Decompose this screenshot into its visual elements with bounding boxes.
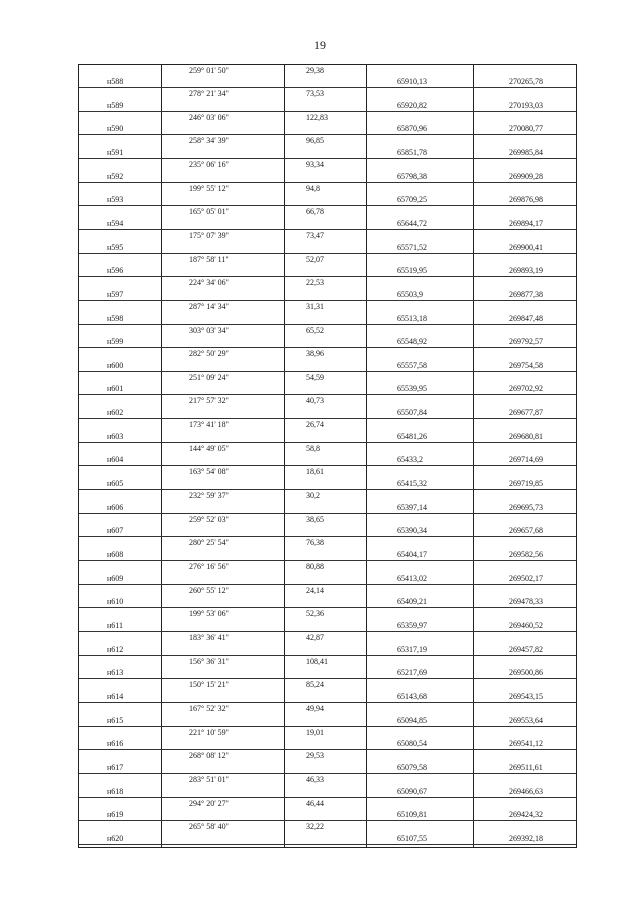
y-coordinate: 269847,48 xyxy=(509,313,543,323)
direction-angle: 175° 07' 39" xyxy=(189,230,229,240)
direction-angle: 173° 41' 18" xyxy=(189,420,229,430)
segment-distance: 66,78 xyxy=(306,207,324,217)
segment-distance: 65,52 xyxy=(306,325,324,335)
y-coordinate: 269876,98 xyxy=(509,195,543,205)
row-divider xyxy=(79,773,576,774)
point-label: н610 xyxy=(107,597,124,607)
x-coordinate: 65397,14 xyxy=(397,502,427,512)
y-coordinate: 269553,64 xyxy=(509,715,543,725)
segment-distance: 19,01 xyxy=(306,727,324,737)
direction-angle: 199° 55' 12" xyxy=(189,183,229,193)
x-coordinate: 65079,58 xyxy=(397,762,427,772)
segment-distance: 122,83 xyxy=(306,112,328,122)
x-coordinate: 65359,97 xyxy=(397,620,427,630)
segment-distance: 30,2 xyxy=(306,491,320,501)
row-divider xyxy=(79,347,576,348)
point-label: н595 xyxy=(107,242,124,252)
point-label: н606 xyxy=(107,502,124,512)
row-divider xyxy=(79,584,576,585)
x-coordinate: 65404,17 xyxy=(397,550,427,559)
point-label: н597 xyxy=(107,289,124,299)
point-label: н613 xyxy=(107,668,124,678)
direction-angle: 303° 03' 34" xyxy=(189,325,229,335)
direction-angle: 232° 59' 37" xyxy=(189,491,229,501)
row-divider xyxy=(79,371,576,372)
row-divider xyxy=(79,607,576,608)
point-label: н591 xyxy=(107,147,124,157)
segment-distance: 93,34 xyxy=(306,159,324,169)
row-divider xyxy=(79,513,576,514)
row-divider xyxy=(79,300,576,301)
segment-distance: 80,88 xyxy=(306,562,324,571)
direction-angle: 251° 09' 24" xyxy=(189,372,229,382)
segment-distance: 31,31 xyxy=(306,301,324,311)
point-label: н605 xyxy=(107,479,124,489)
x-coordinate: 65143,68 xyxy=(397,691,427,701)
row-divider xyxy=(79,134,576,135)
y-coordinate: 270193,03 xyxy=(509,100,543,110)
segment-distance: 46,44 xyxy=(306,798,324,808)
segment-distance: 32,22 xyxy=(306,822,324,832)
point-label: н612 xyxy=(107,644,124,654)
y-coordinate: 270080,77 xyxy=(509,124,543,134)
x-coordinate: 65413,02 xyxy=(397,573,427,583)
x-coordinate: 65433,2 xyxy=(397,455,423,465)
x-coordinate: 65513,18 xyxy=(397,313,427,323)
row-divider xyxy=(79,87,576,88)
y-coordinate: 269894,17 xyxy=(509,218,543,228)
x-coordinate: 65415,32 xyxy=(397,479,427,489)
segment-distance: 96,85 xyxy=(306,136,324,146)
segment-distance: 54,59 xyxy=(306,372,324,382)
y-coordinate: 269657,68 xyxy=(509,526,543,536)
row-divider xyxy=(79,844,576,845)
row-divider xyxy=(79,797,576,798)
row-divider xyxy=(79,536,576,537)
segment-distance: 76,38 xyxy=(306,538,324,548)
row-divider xyxy=(79,678,576,679)
direction-angle: 276° 16' 56" xyxy=(189,562,229,571)
row-divider xyxy=(79,253,576,254)
segment-distance: 26,74 xyxy=(306,420,324,430)
x-coordinate: 65548,92 xyxy=(397,337,427,347)
direction-angle: 221° 10' 59" xyxy=(189,727,229,737)
segment-distance: 52,07 xyxy=(306,254,324,264)
point-label: н618 xyxy=(107,786,124,796)
point-label: н604 xyxy=(107,455,124,465)
segment-distance: 38,65 xyxy=(306,514,324,524)
x-coordinate: 65090,67 xyxy=(397,786,427,796)
y-coordinate: 269695,73 xyxy=(509,502,543,512)
row-divider xyxy=(79,229,576,230)
point-label: н594 xyxy=(107,218,124,228)
x-coordinate: 65644,72 xyxy=(397,218,427,228)
direction-angle: 199° 53' 06" xyxy=(189,609,229,619)
point-label: н611 xyxy=(107,620,123,630)
direction-angle: 268° 08' 12" xyxy=(189,751,229,761)
row-divider xyxy=(79,324,576,325)
direction-angle: 259° 52' 03" xyxy=(189,514,229,524)
point-label: н589 xyxy=(107,100,124,110)
segment-distance: 73,53 xyxy=(306,89,324,98)
row-divider xyxy=(79,111,576,112)
point-label: н608 xyxy=(107,550,124,559)
segment-distance: 18,61 xyxy=(306,467,324,477)
direction-angle: 165° 05' 01" xyxy=(189,207,229,217)
row-divider xyxy=(79,418,576,419)
y-coordinate: 269541,12 xyxy=(509,739,543,749)
y-coordinate: 269466,63 xyxy=(509,786,543,796)
y-coordinate: 269714,69 xyxy=(509,455,543,465)
segment-distance: 85,24 xyxy=(306,680,324,690)
coordinates-table xyxy=(78,64,577,848)
y-coordinate: 269543,15 xyxy=(509,691,543,701)
direction-angle: 260° 55' 12" xyxy=(189,585,229,595)
y-coordinate: 269719,85 xyxy=(509,479,543,489)
x-coordinate: 65107,55 xyxy=(397,833,427,843)
x-coordinate: 65870,96 xyxy=(397,124,427,134)
x-coordinate: 65409,21 xyxy=(397,597,427,607)
y-coordinate: 269460,52 xyxy=(509,620,543,630)
x-coordinate: 65851,78 xyxy=(397,147,427,157)
row-divider xyxy=(79,489,576,490)
row-divider xyxy=(79,702,576,703)
direction-angle: 187° 58' 11" xyxy=(189,254,229,264)
x-coordinate: 65557,58 xyxy=(397,360,427,370)
row-divider xyxy=(79,465,576,466)
x-coordinate: 65539,95 xyxy=(397,384,427,394)
y-coordinate: 269754,58 xyxy=(509,360,543,370)
y-coordinate: 269424,32 xyxy=(509,810,543,820)
segment-distance: 22,53 xyxy=(306,278,324,288)
x-coordinate: 65519,95 xyxy=(397,266,427,276)
y-coordinate: 269909,28 xyxy=(509,171,543,181)
first-segment-distance: 29,38 xyxy=(306,66,324,75)
segment-distance: 46,33 xyxy=(306,774,324,784)
x-coordinate: 65080,54 xyxy=(397,739,427,749)
direction-angle: 167° 52' 32" xyxy=(189,703,229,713)
point-label: н593 xyxy=(107,195,124,205)
direction-angle: 282° 50' 29" xyxy=(189,349,229,359)
direction-angle: 217° 57' 32" xyxy=(189,396,229,406)
y-coordinate: 269500,86 xyxy=(509,668,543,678)
direction-angle: 278° 21' 34" xyxy=(189,89,229,98)
point-label: н616 xyxy=(107,739,124,749)
direction-angle: 258° 34' 39" xyxy=(189,136,229,146)
x-coordinate: 65507,84 xyxy=(397,408,427,418)
point-label: н607 xyxy=(107,526,124,536)
row-divider xyxy=(79,394,576,395)
segment-distance: 94,8 xyxy=(306,183,320,193)
direction-angle: 287° 14' 34" xyxy=(189,301,229,311)
segment-distance: 49,94 xyxy=(306,703,324,713)
point-label: н596 xyxy=(107,266,124,276)
x-coordinate: 65910,13 xyxy=(397,77,427,86)
y-coordinate: 269985,84 xyxy=(509,147,543,157)
point-label: н588 xyxy=(107,77,124,86)
y-coordinate: 269478,33 xyxy=(509,597,543,607)
x-coordinate: 65217,69 xyxy=(397,668,427,678)
point-label: н615 xyxy=(107,715,124,725)
x-coordinate: 65317,19 xyxy=(397,644,427,654)
row-divider xyxy=(79,560,576,561)
direction-angle: 280° 25' 54" xyxy=(189,538,229,548)
segment-distance: 29,53 xyxy=(306,751,324,761)
segment-distance: 24,14 xyxy=(306,585,324,595)
direction-angle: 183° 36' 41" xyxy=(189,632,229,642)
row-divider xyxy=(79,820,576,821)
first-segment-angle: 259° 01' 50" xyxy=(189,66,229,75)
row-divider xyxy=(79,205,576,206)
y-coordinate: 269792,57 xyxy=(509,337,543,347)
direction-angle: 235° 06' 16" xyxy=(189,159,229,169)
row-divider xyxy=(79,631,576,632)
point-label: н592 xyxy=(107,171,124,181)
x-coordinate: 65094,85 xyxy=(397,715,427,725)
row-divider xyxy=(79,276,576,277)
segment-distance: 40,73 xyxy=(306,396,324,406)
point-label: н620 xyxy=(107,833,124,843)
direction-angle: 294° 20' 27" xyxy=(189,798,229,808)
x-coordinate: 65571,52 xyxy=(397,242,427,252)
direction-angle: 246° 03' 06" xyxy=(189,112,229,122)
direction-angle: 224° 34' 06" xyxy=(189,278,229,288)
point-label: н600 xyxy=(107,360,124,370)
point-label: н599 xyxy=(107,337,124,347)
y-coordinate: 269392,18 xyxy=(509,833,543,843)
x-coordinate: 65503,9 xyxy=(397,289,423,299)
y-coordinate: 269502,17 xyxy=(509,573,543,583)
x-coordinate: 65390,34 xyxy=(397,526,427,536)
segment-distance: 108,41 xyxy=(306,656,328,666)
y-coordinate: 269877,38 xyxy=(509,289,543,299)
row-divider xyxy=(79,158,576,159)
row-divider xyxy=(79,182,576,183)
direction-angle: 283° 51' 01" xyxy=(189,774,229,784)
row-divider xyxy=(79,655,576,656)
row-divider xyxy=(79,726,576,727)
y-coordinate: 270265,78 xyxy=(509,77,543,86)
segment-distance: 52,36 xyxy=(306,609,324,619)
y-coordinate: 269702,92 xyxy=(509,384,543,394)
direction-angle: 163° 54' 08" xyxy=(189,467,229,477)
point-label: н614 xyxy=(107,691,124,701)
x-coordinate: 65109,81 xyxy=(397,810,427,820)
direction-angle: 144° 49' 05" xyxy=(189,443,229,453)
point-label: н601 xyxy=(107,384,124,394)
point-label: н598 xyxy=(107,313,124,323)
point-label: н590 xyxy=(107,124,124,134)
row-divider xyxy=(79,442,576,443)
y-coordinate: 269511,61 xyxy=(509,762,543,772)
point-label: н609 xyxy=(107,573,124,583)
x-coordinate: 65709,25 xyxy=(397,195,427,205)
x-coordinate: 65798,38 xyxy=(397,171,427,181)
segment-distance: 38,96 xyxy=(306,349,324,359)
direction-angle: 265° 58' 40" xyxy=(189,822,229,832)
segment-distance: 42,87 xyxy=(306,632,324,642)
direction-angle: 156° 36' 31" xyxy=(189,656,229,666)
page-number: 19 xyxy=(314,38,326,52)
y-coordinate: 269457,82 xyxy=(509,644,543,654)
point-label: н603 xyxy=(107,431,124,441)
direction-angle: 150° 15' 21" xyxy=(189,680,229,690)
point-label: н602 xyxy=(107,408,124,418)
y-coordinate: 269900,41 xyxy=(509,242,543,252)
y-coordinate: 269582,56 xyxy=(509,550,543,559)
x-coordinate: 65481,26 xyxy=(397,431,427,441)
point-label: н617 xyxy=(107,762,124,772)
y-coordinate: 269680,81 xyxy=(509,431,543,441)
segment-distance: 73,47 xyxy=(306,230,324,240)
point-label: н619 xyxy=(107,810,124,820)
segment-distance: 58,8 xyxy=(306,443,320,453)
y-coordinate: 269677,87 xyxy=(509,408,543,418)
x-coordinate: 65920,82 xyxy=(397,100,427,110)
y-coordinate: 269893,19 xyxy=(509,266,543,276)
row-divider xyxy=(79,749,576,750)
